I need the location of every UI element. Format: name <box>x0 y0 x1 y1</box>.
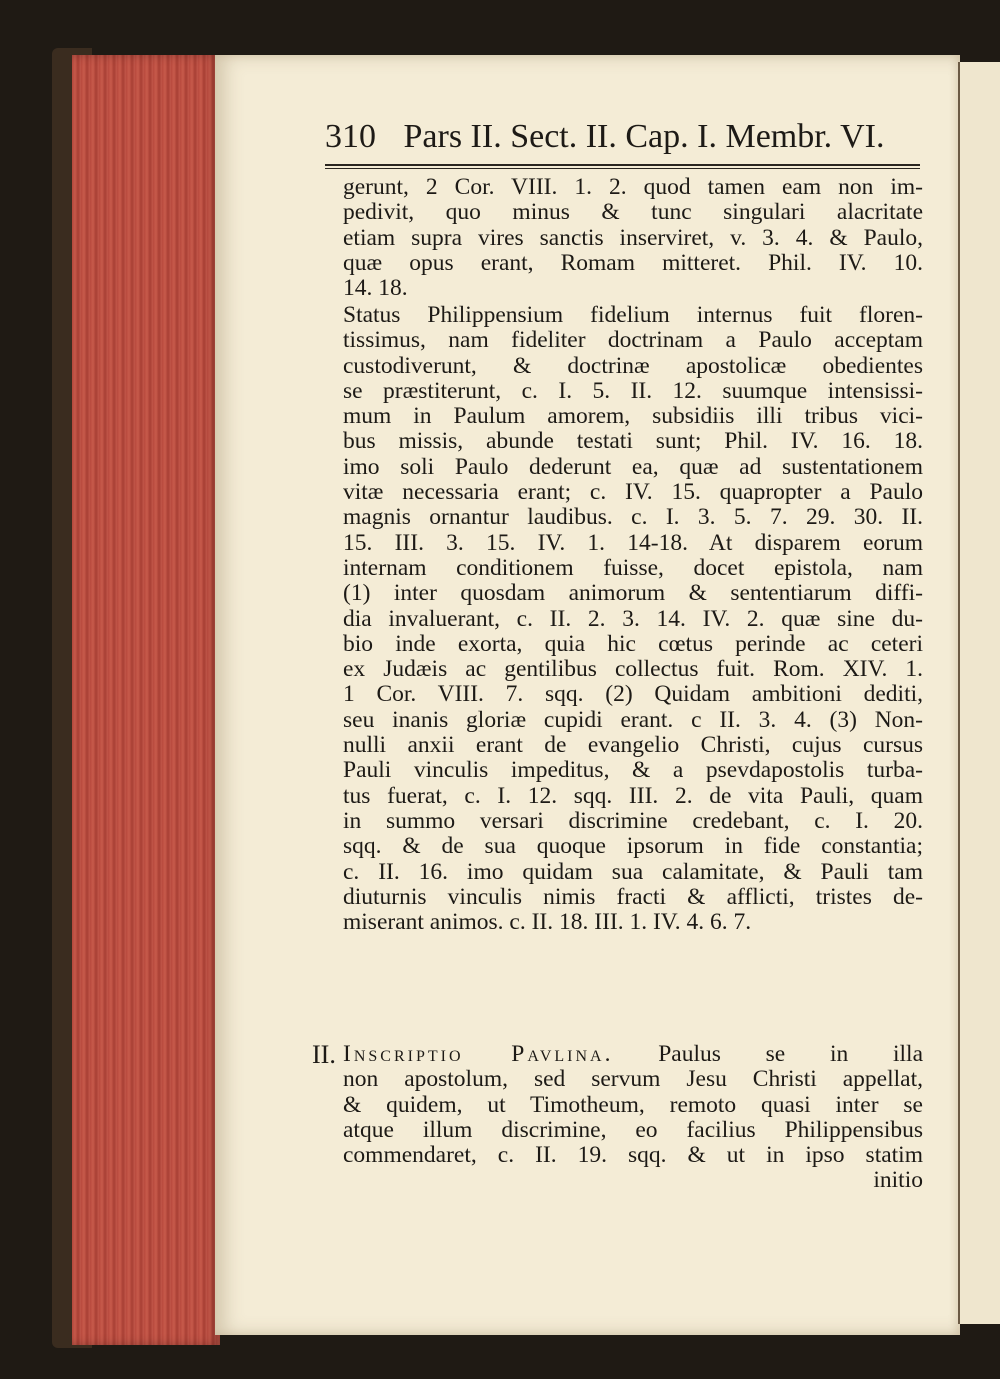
text-line: vitæ necessaria erant; c. IV. 15. quapropter a Paulo <box>343 480 923 506</box>
running-header <box>325 118 920 162</box>
text-line: tissimus, nam fideliter doctrinam a Paulo acceptam <box>343 328 923 354</box>
section-number: II. <box>312 1040 336 1069</box>
text-line: miserant animos. c. II. 18. III. 1. IV. 4. 6. 7. <box>343 910 752 936</box>
page-number: 310 <box>325 118 376 155</box>
text-line: magnis ornantur laudibus. c. I. 3. 5. 7. 29. 30. II. <box>343 505 923 531</box>
text-line: bio inde exorta, quia hic cœtus perinde ac ceteri <box>343 631 923 657</box>
text-line: quæ opus erant, Romam mitteret. Phil. IV. 10. <box>343 250 923 276</box>
text-line: & quidem, ut Timotheum, remoto quasi inter se <box>343 1092 923 1118</box>
running-title: Pars II. Sect. II. Cap. I. Membr. VI. <box>403 118 885 155</box>
text-line: internam conditionem fuisse, docet epistola, nam <box>343 555 923 581</box>
text-line: non apostolum, sed servum Jesu Christi appellat, <box>343 1067 923 1093</box>
text-line: imo soli Paulo dederunt ea, quæ ad sustentationem <box>343 454 923 480</box>
text-line: seu inanis gloriæ cupidi erant. c II. 3. 4. (3) Non- <box>343 707 923 733</box>
text-line: custodiverunt, & doctrinæ apostolicæ obedientes <box>343 353 923 379</box>
text-line: pedivit, quo minus & tunc singulari alacritate <box>343 200 923 226</box>
text-line: ex Judæis ac gentilibus collectus fuit. Rom. XIV. 1. <box>343 657 923 683</box>
text-line: Pauli vinculis impeditus, & a psevdapostolis turba- <box>343 758 923 784</box>
text-line: in summo versari discrimine credebant, c. I. 20. <box>343 808 923 834</box>
text-line: commendaret, c. II. 19. sqq. & ut in ipso statim <box>343 1143 923 1169</box>
text-line: mum in Paulum amorem, subsidiis illi tribus vici- <box>343 404 923 430</box>
facing-page-sliver <box>958 62 1000 1324</box>
section-inscriptio <box>343 1042 923 1194</box>
header-rule-top <box>325 164 920 166</box>
text-line: 15. III. 3. 15. IV. 1. 14-18. At disparem eorum <box>343 530 923 556</box>
paragraph-status <box>343 303 923 935</box>
text-line: (1) inter quosdam animorum & sententiarum diffi- <box>343 581 923 607</box>
text-line: atque illum discrimine, eo facilius Philippensibus <box>343 1117 923 1143</box>
text-line: dia invaluerant, c. II. 2. 3. 14. IV. 2. quæ sine du- <box>343 606 923 632</box>
section-heading-line <box>343 1042 923 1067</box>
text-line: Status Philippensium fidelium internus fuit floren- <box>343 303 923 328</box>
text-line: gerunt, 2 Cor. VIII. 1. 2. quod tamen eam non im- <box>343 175 923 200</box>
text-line: nulli anxii erant de evangelio Christi, cujus cursus <box>343 733 923 759</box>
page-edges-red <box>72 55 220 1345</box>
catchword: initio <box>873 1168 923 1194</box>
section-heading: Inscriptio Pavlina. <box>343 1042 614 1067</box>
section-heading-rest: Paulus se in illa <box>658 1042 923 1067</box>
text-line: se præstiterunt, c. I. 5. II. 12. suumque intensissi- <box>343 378 923 404</box>
text-line: etiam supra vires sanctis inserviret, v. 3. 4. & Paulo, <box>343 225 923 251</box>
text-line: bus missis, abunde testati sunt; Phil. IV. 16. 18. <box>343 429 923 455</box>
text-line: sqq. & de sua quoque ipsorum in fide constantia; <box>343 834 923 860</box>
text-line: diuturnis vinculis nimis fracti & afflicti, tristes de- <box>343 884 923 910</box>
text-line: 14. 18. <box>343 276 408 302</box>
text-line: c. II. 16. imo quidam sua calamitate, & Pauli tam <box>343 859 923 885</box>
text-line: 1 Cor. VIII. 7. sqq. (2) Quidam ambitioni dediti, <box>343 682 923 708</box>
header-rule-bottom <box>325 168 920 169</box>
paragraph-continuation <box>343 175 923 301</box>
text-line: tus fuerat, c. I. 12. sqq. III. 2. de vita Pauli, quam <box>343 783 923 809</box>
